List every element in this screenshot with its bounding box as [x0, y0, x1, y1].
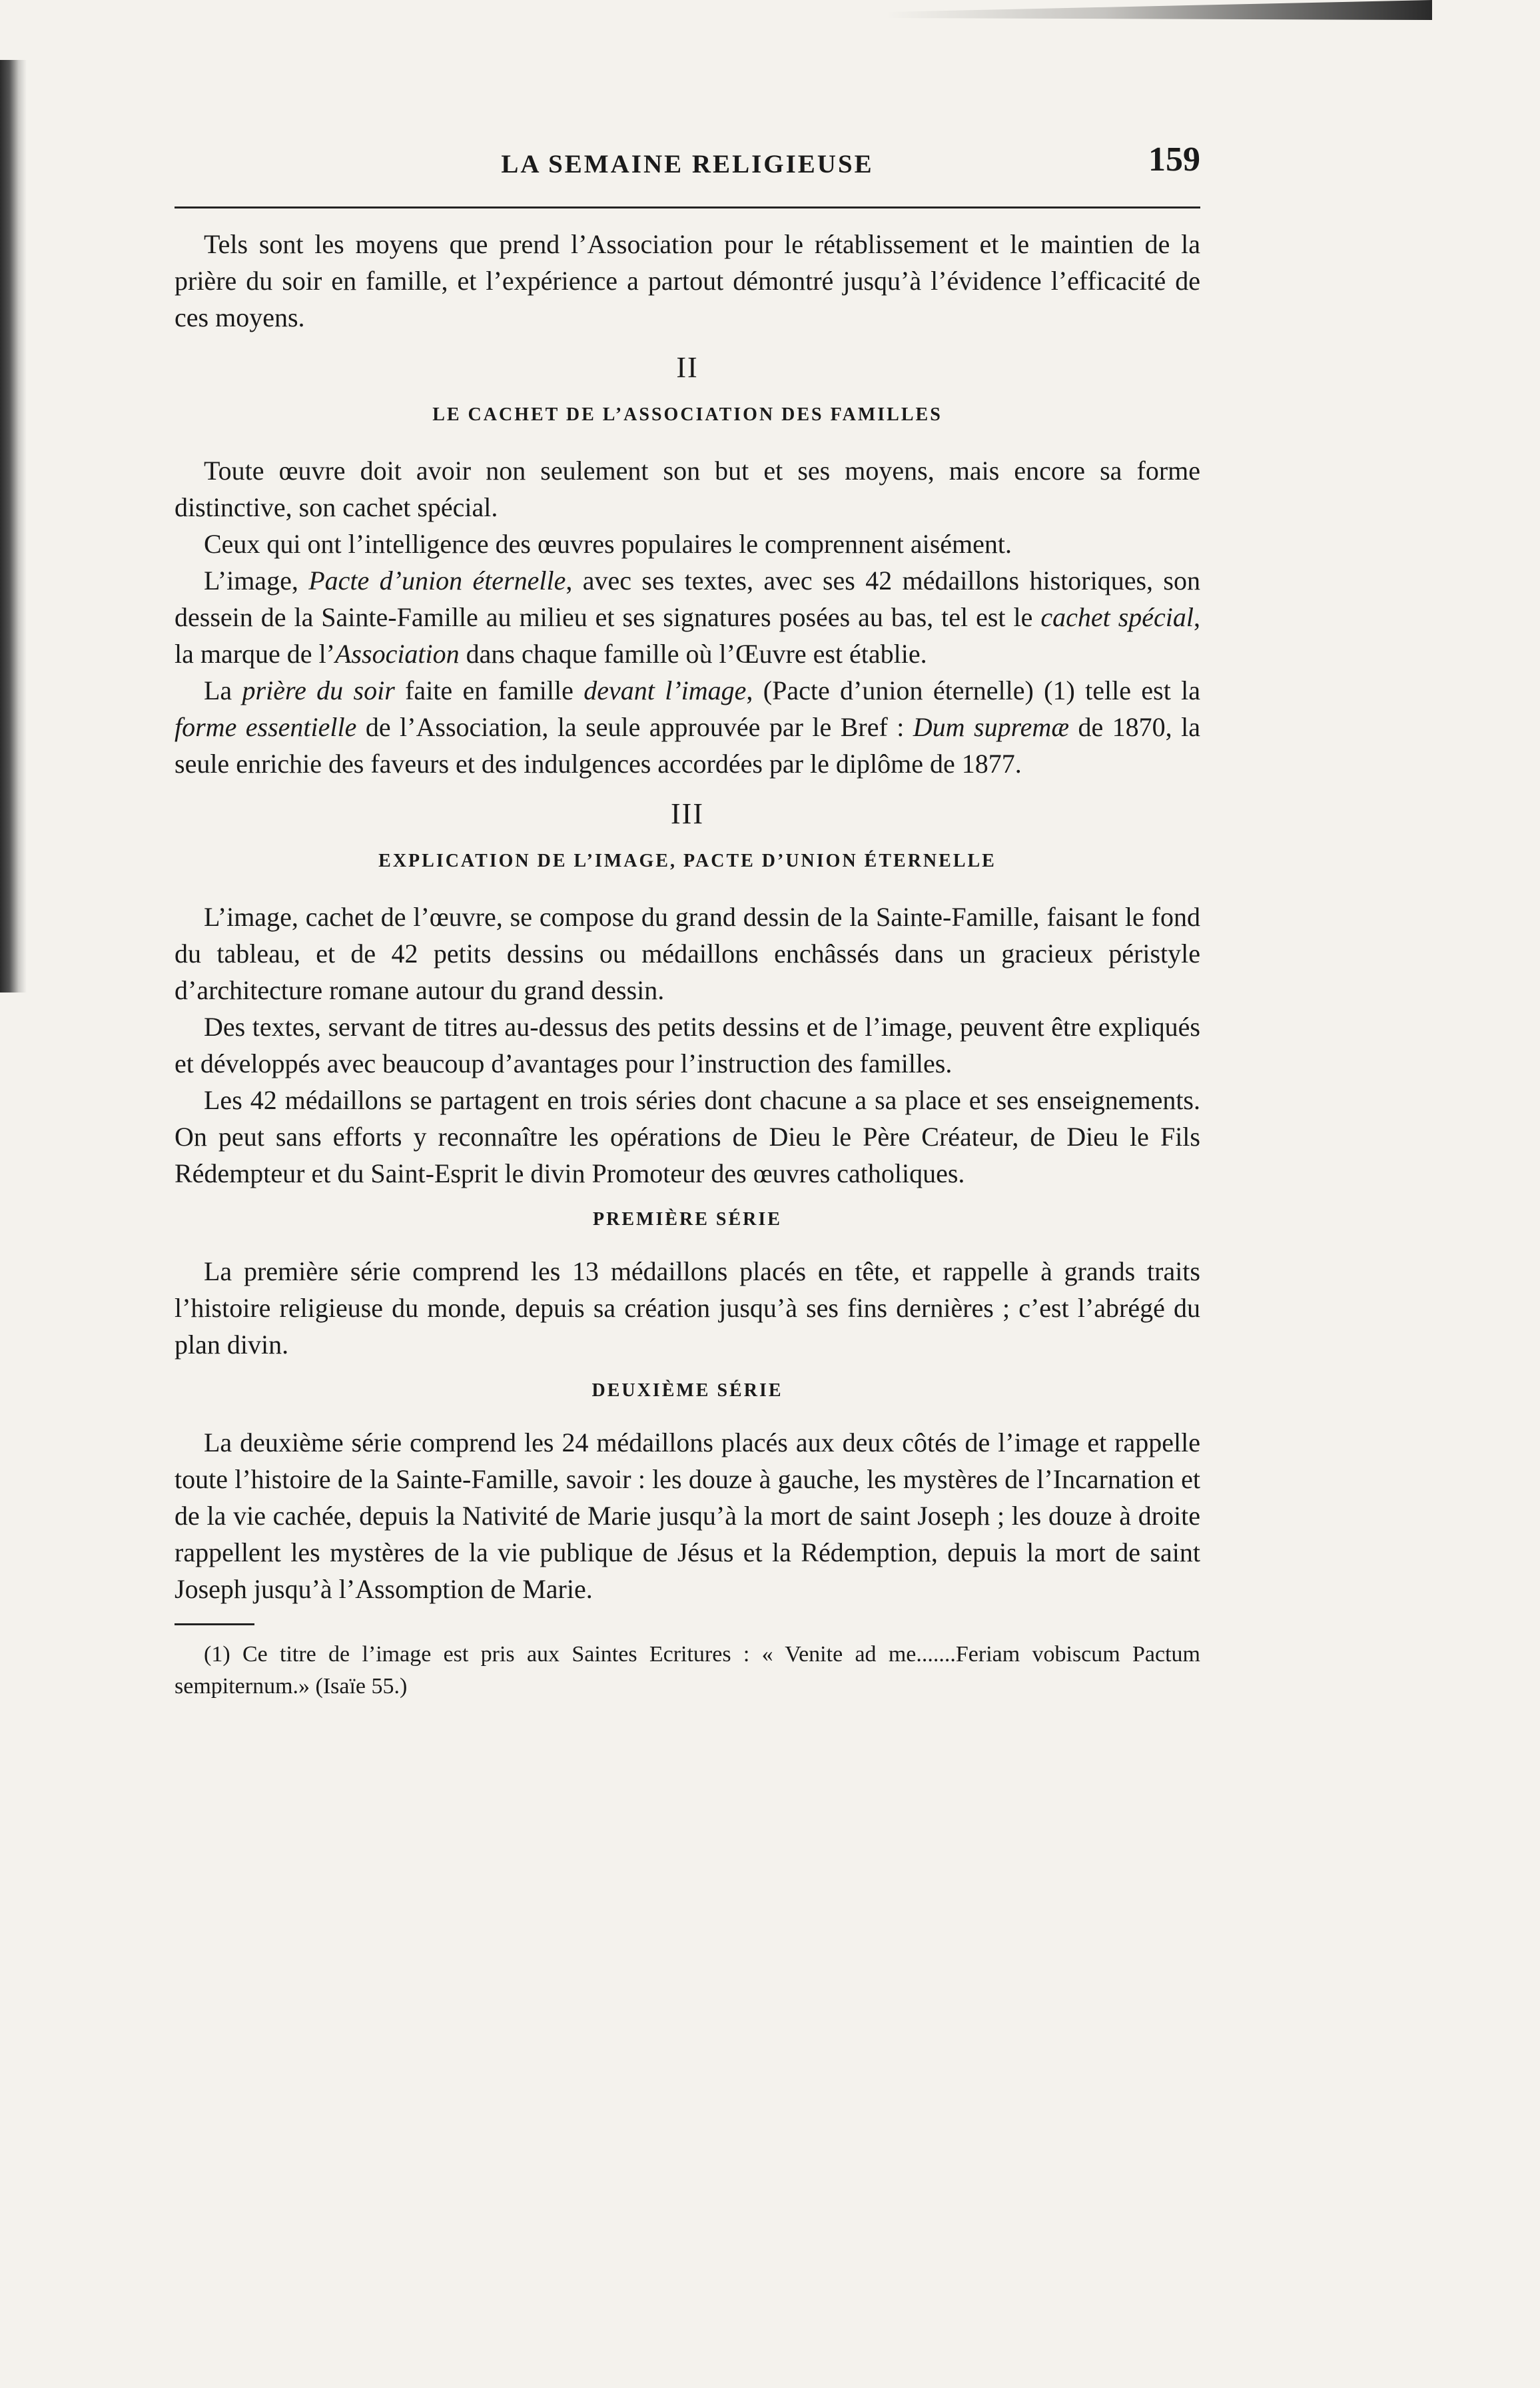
section-numeral-2: II: [676, 351, 699, 384]
section2-paragraph-4: [175, 672, 1200, 782]
series-title-2: DEUXIÈME SÉRIE: [591, 1380, 783, 1401]
text-run: La: [204, 675, 242, 705]
series-title-1: PREMIÈRE SÉRIE: [593, 1209, 782, 1230]
header-rule: [175, 206, 1200, 208]
text-run: L’image,: [204, 566, 309, 596]
section2-paragraph-3: [175, 562, 1200, 672]
section3-paragraph-3: Les 42 médaillons se partagent en trois séries dont chacune a sa place et ses enseignements. On peut sans efforts y reconnaître les opérations de Dieu le Père Créateur, de Dieu le Fils Rédempteur et du Saint-Esprit le divin Promoteur des œuvres catholiques.: [175, 1085, 1200, 1188]
text-run: , avec ses textes, avec ses 42 médaillons historiques, son dessein de la Sainte-Famille au milieu et ses signatures posées au bas, tel est le: [175, 566, 1200, 632]
running-title: LA SEMAINE RELIGIEUSE: [501, 150, 874, 179]
text-run: , (Pacte d’union éternelle) (1) telle est la: [746, 675, 1201, 705]
page-number: 159: [1148, 141, 1200, 179]
text-run: faite en famille: [394, 675, 584, 705]
series1-paragraph: La première série comprend les 13 médaillons placés en tête, et rappelle à grands traits l’histoire religieuse du monde, depuis sa création jusqu’à ses fins dernières ; c’est l’abrégé du plan divin.: [175, 1256, 1200, 1360]
section3-paragraph-1: L’image, cachet de l’œuvre, se compose du grand dessin de la Sainte-Famille, faisant le fond du tableau, et de 42 petits dessins ou médaillons enchâssés dans un gracieux péristyle d’architecture romane autour du grand dessin.: [175, 902, 1200, 1005]
italic-run: forme essentielle: [175, 712, 357, 742]
running-header: [175, 140, 1200, 193]
italic-run: Association: [335, 639, 460, 669]
italic-run: devant l’image: [583, 675, 747, 705]
intro-paragraph: Tels sont les moyens que prend l’Association pour le rétablissement et le maintien de la prière du soir en famille, et l’expérience a partout démontré jusqu’à l’évidence l’efficacité de ces moyens.: [175, 229, 1200, 332]
italic-run: prière du soir: [242, 675, 395, 705]
series2-paragraph: La deuxième série comprend les 24 médaillons placés aux deux côtés de l’image et rappelle toute l’histoire de la Sainte-Famille, savoir : les douze à gauche, les mystères de l’Incarnation et de la vie cachée, depuis la Nativité de Marie jusqu’à la mort de saint Joseph ; les douze à droite rappellent les mystères de la vie publique de Jésus et la Rédemption, depuis la mort de saint Joseph jusqu’à l’Assomption de Marie.: [175, 1427, 1200, 1604]
italic-run: Dum supremæ: [913, 712, 1069, 742]
scan-shadow-left: [0, 60, 27, 993]
footnote: [175, 1639, 1200, 1703]
footnote-text: (1) Ce titre de l’image est pris aux Saintes Ecritures : « Venite ad me.......Feriam vobiscum Pactum sempiternum.» (Isaïe 55.): [175, 1642, 1200, 1699]
section-title-3: EXPLICATION DE L’IMAGE, PACTE D’UNION ÉTERNELLE: [378, 851, 996, 871]
footnote-rule: [175, 1623, 254, 1625]
section-numeral-3: III: [671, 797, 704, 830]
section-title-2: LE CACHET DE L’ASSOCIATION DES FAMILLES: [432, 404, 943, 425]
document-page: [175, 140, 1200, 1703]
text-run: de 1870, la seule enrichie des faveurs et des indulgences accordées par le diplôme de 1877.: [175, 712, 1200, 779]
italic-run: cachet spécial: [1040, 602, 1194, 632]
section2-paragraph-1: Toute œuvre doit avoir non seulement son but et ses moyens, mais encore sa forme distinctive, son cachet spécial.: [175, 456, 1200, 522]
section3-paragraph-2: Des textes, servant de titres au-dessus des petits dessins et de l’image, peuvent être expliqués et développés avec beaucoup d’avantages pour l’instruction des familles.: [175, 1012, 1200, 1078]
text-run: de l’Association, la seule approuvée par le Bref :: [356, 712, 913, 742]
text-run: , la marque de l’: [175, 602, 1200, 669]
text-run: dans chaque famille où l’Œuvre est établie.: [459, 639, 927, 669]
section2-paragraph-2: Ceux qui ont l’intelligence des œuvres populaires le comprennent aisément.: [204, 529, 1012, 559]
italic-run: Pacte d’union éternelle: [308, 566, 566, 596]
scan-shadow-top: [886, 0, 1432, 20]
